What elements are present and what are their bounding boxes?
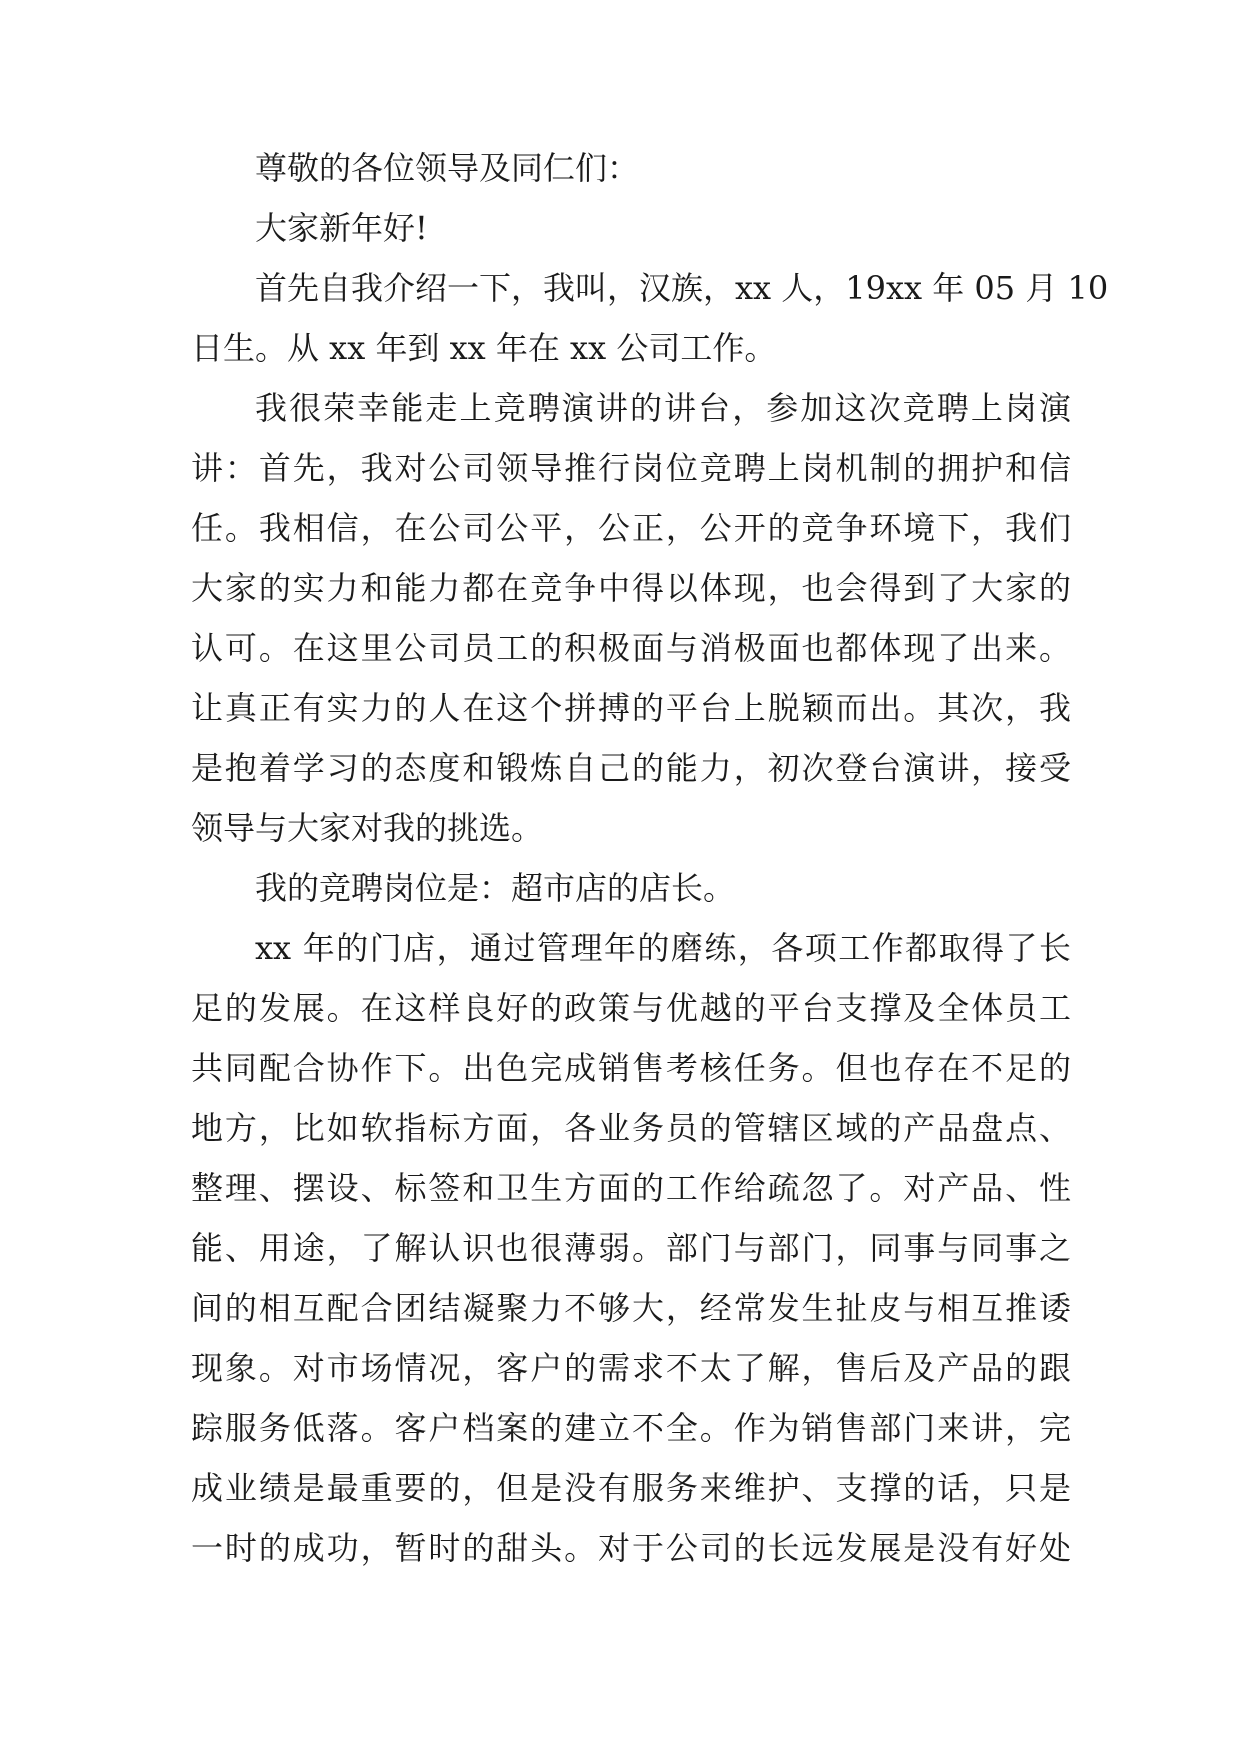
text-line: 大家的实力和能力都在竞争中得以体现，也会得到了大家的 xyxy=(191,569,1071,607)
text-line: 领导与大家对我的挑选。 xyxy=(191,809,544,847)
text-line: 是抱着学习的态度和锻炼自己的能力，初次登台演讲，接受 xyxy=(191,749,1071,787)
text-line: 成业绩是最重要的，但是没有服务来维护、支撑的话，只是 xyxy=(191,1469,1071,1507)
text-line: 我的竞聘岗位是：超市店的店长。 xyxy=(255,869,736,907)
text-line: 整理、摆设、标签和卫生方面的工作给疏忽了。对产品、性 xyxy=(191,1169,1071,1207)
greeting-line: 大家新年好! xyxy=(255,209,428,247)
text-line: 足的发展。在这样良好的政策与优越的平台支撑及全体员工 xyxy=(191,989,1071,1027)
text-line: 认可。在这里公司员工的积极面与消极面也都体现了出来。 xyxy=(191,629,1071,667)
text-line: 首先自我介绍一下，我叫，汉族，xx 人，19xx 年 05 月 10 xyxy=(255,269,1109,307)
text-line: 间的相互配合团结凝聚力不够大，经常发生扯皮与相互推诿 xyxy=(191,1289,1071,1327)
salutation-line: 尊敬的各位领导及同仁们： xyxy=(255,149,640,187)
text-line: 任。我相信，在公司公平，公正，公开的竞争环境下，我们 xyxy=(191,509,1071,547)
text-line: 现象。对市场情况，客户的需求不太了解，售后及产品的跟 xyxy=(191,1349,1071,1387)
text-line: 让真正有实力的人在这个拼搏的平台上脱颖而出。其次，我 xyxy=(191,689,1071,727)
text-line: 一时的成功，暂时的甜头。对于公司的长远发展是没有好处 xyxy=(191,1529,1071,1567)
text-line: 我很荣幸能走上竞聘演讲的讲台，参加这次竞聘上岗演 xyxy=(255,389,1071,427)
text-line: 讲：首先，我对公司领导推行岗位竞聘上岗机制的拥护和信 xyxy=(191,449,1071,487)
text-line: 地方，比如软指标方面，各业务员的管辖区域的产品盘点、 xyxy=(191,1109,1071,1147)
text-line: 能、用途，了解认识也很薄弱。部门与部门，同事与同事之 xyxy=(191,1229,1071,1267)
text-line: 共同配合协作下。出色完成销售考核任务。但也存在不足的 xyxy=(191,1049,1071,1087)
text-line: 日生。从 xx 年到 xx 年在 xx 公司工作。 xyxy=(191,329,777,367)
text-line: xx 年的门店，通过管理年的磨练，各项工作都取得了长 xyxy=(255,929,1071,967)
text-line: 踪服务低落。客户档案的建立不全。作为销售部门来讲，完 xyxy=(191,1409,1071,1447)
